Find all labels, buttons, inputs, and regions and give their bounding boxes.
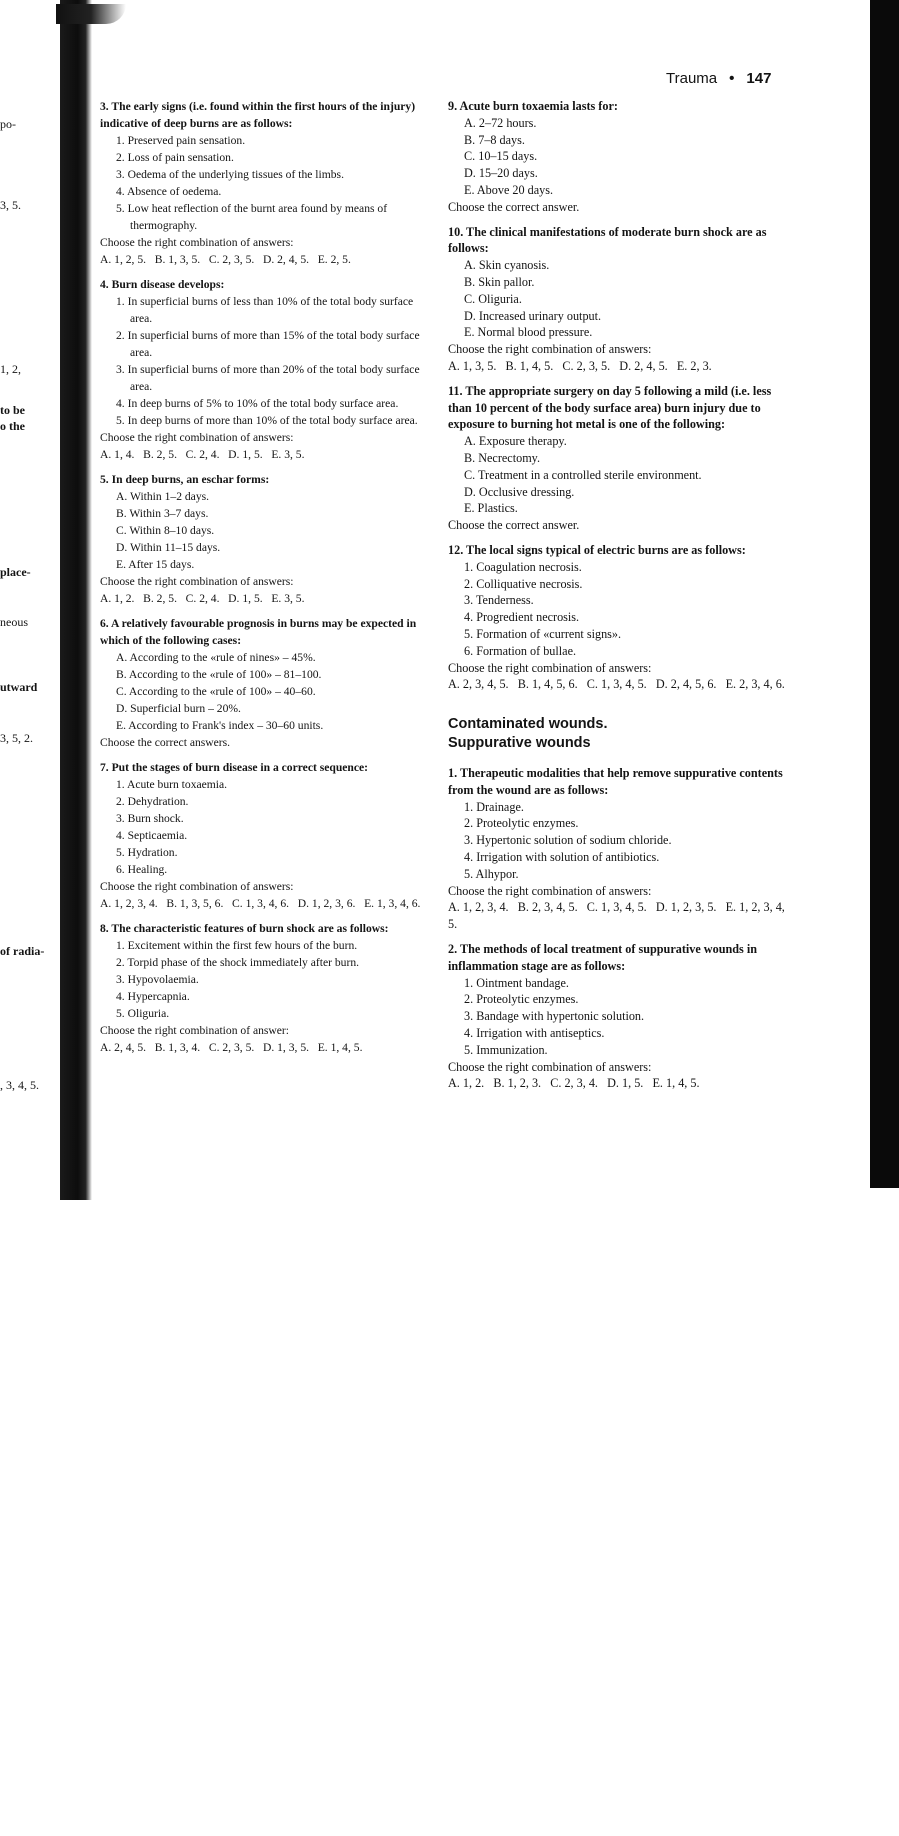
question-block [100,471,425,607]
right-column [448,98,793,1100]
left-page-fragment: neous [0,615,28,629]
answer-option: B. 7–8 days. [464,132,525,147]
answer-option: 4. Absence of oedema. [116,185,222,198]
question-instruction: Choose the right combination of answers: [100,575,294,588]
question-instruction: Choose the right combination of answer: [100,1024,290,1037]
question-block [448,98,793,216]
header-separator: • [729,70,735,87]
answer-option: A. Exposure therapy. [464,434,567,449]
answer-option: A. Within 1–2 days. [116,490,210,503]
question-instruction: Choose the right combination of answers: [100,431,294,444]
left-page-fragment: to be [0,403,25,417]
header-section: Trauma [666,70,718,87]
question-title: 4. Burn disease develops: [100,278,225,291]
answer-option: 5. Alhypor. [464,866,519,881]
question-instruction: Choose the correct answers. [100,736,231,749]
answer-option: 4. In deep burns of 5% to 10% of the total body surface area. [116,397,399,410]
question-title: 5. In deep burns, an eschar forms: [100,473,270,486]
left-page-fragment: utward [0,680,38,694]
question-instruction: Choose the right combination of answers: [448,660,652,675]
question-title: 2. The methods of local treatment of suppurative wounds in inflammation stage are as follows: [448,942,757,973]
answer-option: D. Superficial burn – 20%. [116,702,241,715]
answer-option: A. According to the «rule of nines» – 45%. [116,651,316,664]
answer-option: 5. Low heat reflection of the burnt area found by means of thermography. [116,202,388,232]
question-instruction: Choose the right combination of answers: [448,883,652,898]
answer-option: 3. In superficial burns of more than 20% of the total body surface area. [116,363,420,393]
left-page-fragment: 1, 2, [0,362,21,376]
answer-option: C. 10–15 days. [464,149,538,164]
question-title: 9. Acute burn toxaemia lasts for: [448,99,618,113]
answer-option: 5. Immunization. [464,1042,548,1057]
answer-option: 5. In deep burns of more than 10% of the total body surface area. [116,414,418,427]
question-instruction: Choose the right combination of answers: [448,1059,652,1074]
answer-combinations: A. 1, 2. B. 1, 2, 3. C. 2, 3, 4. D. 1, 5. E. 1, 4, 5. [448,1076,700,1091]
question-block [448,224,793,375]
answer-option: A. 2–72 hours. [464,115,537,130]
answer-option: 3. Bandage with hypertonic solution. [464,1009,645,1024]
answer-option: B. Within 3–7 days. [116,507,209,520]
answer-option: D. Within 11–15 days. [116,541,221,554]
question-block [100,759,425,912]
answer-option: C. Within 8–10 days. [116,524,215,537]
answer-option: 3. Hypovolaemia. [116,973,199,986]
answer-option: 5. Hydration. [116,846,178,859]
answer-option: 1. Preserved pain sensation. [116,134,246,147]
answer-option: 4. Septicaemia. [116,829,188,842]
question-instruction: Choose the correct answer. [448,199,580,214]
adjacent-page-edge [0,0,68,1200]
section-heading [448,715,793,753]
answer-option: 2. In superficial burns of more than 15% of the total body surface area. [116,329,420,359]
question-title: 6. A relatively favourable prognosis in burns may be expected in which of the following cases: [100,617,417,647]
left-page-fragment: , 3, 4, 5. [0,1078,39,1092]
answer-option: 1. Ointment bandage. [464,975,569,990]
answer-combinations: A. 1, 2, 3, 4. B. 2, 3, 4, 5. C. 1, 3, 4, 5. D. 1, 2, 3, 5. E. 1, 2, 3, 4, 5. [448,900,788,932]
answer-option: B. Necrectomy. [464,450,541,465]
question-title: 11. The appropriate surgery on day 5 following a mild (i.e. less than 10 percent of the body surface area) burn injury due to exposure to burning hot metal is one of the following: [448,383,772,432]
answer-option: 3. Hypertonic solution of sodium chloride. [464,833,672,848]
question-instruction: Choose the right combination of answers: [100,236,294,249]
scan-edge-bar [870,0,899,1188]
book-gutter-shadow [60,0,92,1200]
answer-option: 2. Proteolytic enzymes. [464,992,579,1007]
answer-option: 1. Acute burn toxaemia. [116,778,228,791]
question-block [448,765,793,933]
left-page-fragment: of radia- [0,944,45,958]
left-page-fragment: 3, 5. [0,198,21,212]
question-block [100,276,425,463]
question-title: 12. The local signs typical of electric burns are as follows: [448,542,746,557]
answer-option: B. Skin pallor. [464,274,535,289]
answer-option: D. Occlusive dressing. [464,484,575,499]
question-block [100,920,425,1056]
question-title: 1. Therapeutic modalities that help remove suppurative contents from the wound are as follows: [448,766,783,797]
answer-option: C. According to the «rule of 100» – 40–60. [116,685,316,698]
left-page-fragment: o the [0,419,25,433]
answer-option: 3. Tenderness. [464,593,534,608]
answer-option: C. Treatment in a controlled sterile environment. [464,467,702,482]
answer-option: 1. Drainage. [464,799,524,814]
question-title: 7. Put the stages of burn disease in a correct sequence: [100,761,369,774]
answer-combinations: A. 1, 2, 5. B. 1, 3, 5. C. 2, 3, 5. D. 2, 4, 5. E. 2, 5. [100,253,351,266]
answer-option: E. According to Frank's index – 30–60 units. [116,719,324,732]
left-page-fragment: place- [0,565,31,579]
answer-option: E. Above 20 days. [464,182,554,197]
answer-option: D. 15–20 days. [464,166,538,181]
answer-option: 4. Irrigation with antiseptics. [464,1026,605,1041]
question-block [100,615,425,751]
answer-combinations: A. 1, 2, 3, 4. B. 1, 3, 5, 6. C. 1, 3, 4, 6. D. 1, 2, 3, 6. E. 1, 3, 4, 6. [100,897,421,910]
question-title: 3. The early signs (i.e. found within the first hours of the injury) indicative of deep burns are as follows: [100,100,416,130]
answer-option: 4. Progredient necrosis. [464,610,580,625]
question-block [448,941,793,1092]
question-block [100,98,425,268]
answer-option: A. Skin cyanosis. [464,258,550,273]
question-instruction: Choose the correct answer. [448,518,580,533]
running-header [666,70,771,87]
answer-combinations: A. 1, 4. B. 2, 5. C. 2, 4. D. 1, 5. E. 3, 5. [100,448,305,461]
answer-option: 6. Healing. [116,863,168,876]
answer-option: 3. Burn shock. [116,812,184,825]
question-block [448,542,793,693]
answer-option: D. Increased urinary output. [464,308,602,323]
answer-combinations: A. 1, 2. B. 2, 5. C. 2, 4. D. 1, 5. E. 3, 5. [100,592,305,605]
book-gutter-curl [56,4,126,24]
answer-option: 2. Colliquative necrosis. [464,576,583,591]
answer-option: 5. Formation of «current signs». [464,626,622,641]
answer-option: 1. Excitement within the first few hours of the burn. [116,939,358,952]
answer-option: 4. Irrigation with solution of antibiotics. [464,850,660,865]
answer-option: 6. Formation of bullae. [464,643,577,658]
answer-option: 2. Torpid phase of the shock immediately after burn. [116,956,360,969]
answer-option: 3. Oedema of the underlying tissues of the limbs. [116,168,344,181]
page-number: 147 [746,70,772,87]
answer-option: E. After 15 days. [116,558,195,571]
answer-option: E. Plastics. [464,501,518,516]
answer-option: E. Normal blood pressure. [464,325,593,340]
answer-option: 2. Loss of pain sensation. [116,151,234,164]
section-heading-line: Contaminated wounds. [448,716,608,733]
question-instruction: Choose the right combination of answers: [448,342,652,357]
question-block [448,383,793,534]
answer-option: 4. Hypercapnia. [116,990,190,1003]
left-column [100,98,425,1064]
answer-option: 2. Dehydration. [116,795,189,808]
answer-option: C. Oliguria. [464,291,522,306]
left-page-fragment: po- [0,117,16,131]
answer-option: 2. Proteolytic enzymes. [464,816,579,831]
question-title: 10. The clinical manifestations of moderate burn shock are as follows: [448,224,767,256]
question-instruction: Choose the right combination of answers: [100,880,294,893]
section-heading-line: Suppurative wounds [448,735,591,752]
answer-combinations: A. 2, 3, 4, 5. B. 1, 4, 5, 6. C. 1, 3, 4, 5. D. 2, 4, 5, 6. E. 2, 3, 4, 6. [448,677,785,692]
answer-option: B. According to the «rule of 100» – 81–100. [116,668,322,681]
answer-option: 1. In superficial burns of less than 10% of the total body surface area. [116,295,414,325]
left-page-fragment: 3, 5, 2. [0,731,33,745]
answer-combinations: A. 1, 3, 5. B. 1, 4, 5. C. 2, 3, 5. D. 2, 4, 5. E. 2, 3. [448,358,712,373]
answer-option: 5. Oliguria. [116,1007,170,1020]
answer-combinations: A. 2, 4, 5. B. 1, 3, 4. C. 2, 3, 5. D. 1, 3, 5. E. 1, 4, 5. [100,1041,363,1054]
answer-option: 1. Coagulation necrosis. [464,559,582,574]
question-title: 8. The characteristic features of burn shock are as follows: [100,922,389,935]
